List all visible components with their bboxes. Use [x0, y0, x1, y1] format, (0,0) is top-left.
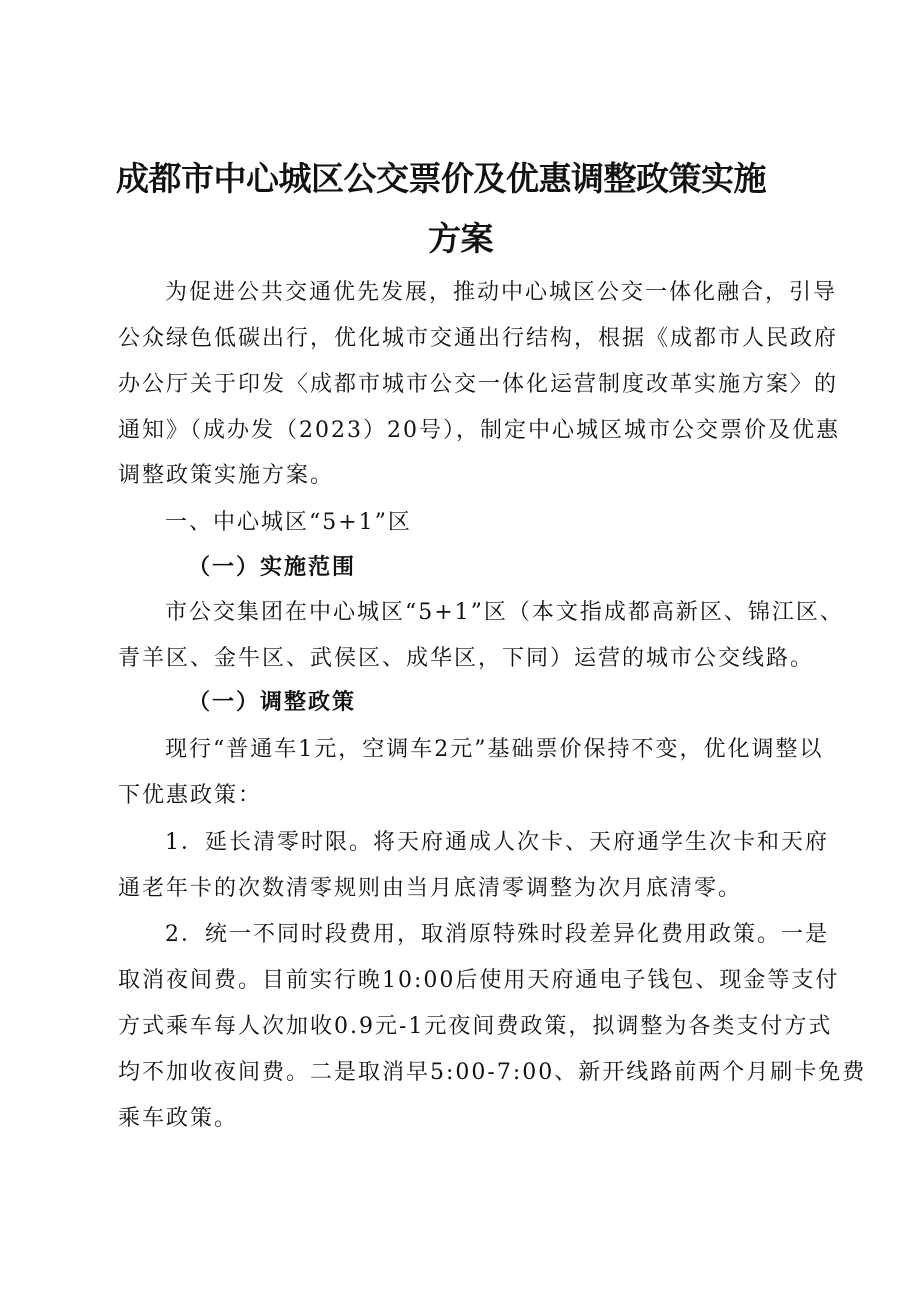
list-item-2-line: 均不加收夜间费。二是取消早5:00-7:00、新开线路前两个月刷卡免费	[118, 1060, 867, 1085]
list-item-2-line: 方式乘车每人次加收0.9元-1元夜间费政策，拟调整为各类支付方式	[118, 1014, 833, 1039]
paragraph-line: 市公交集团在中心城区“5+1”区（本文指成都高新区、锦江区、	[165, 600, 844, 625]
paragraph-line: 现行“普通车1元，空调车2元”基础票价保持不变，优化调整以	[165, 737, 824, 762]
paragraph-line: 青羊区、金牛区、武侯区、成华区，下同）运营的城市公交线路。	[118, 646, 815, 671]
document-title-line-1: 成都市中心城区公交票价及优惠调整政策实施	[116, 159, 766, 198]
list-item-1-line: 1．延长清零时限。将天府通成人次卡、天府通学生次卡和天府	[165, 830, 829, 855]
list-item-2-line: 乘车政策。	[118, 1106, 239, 1131]
paragraph-line: 下优惠政策：	[118, 783, 263, 808]
document-title-line-2: 方案	[428, 219, 493, 258]
intro-line: 为促进公共交通优先发展，推动中心城区公交一体化融合，引导	[165, 280, 838, 305]
list-item-2-line: 取消夜间费。目前实行晚10:00后使用天府通电子钱包、现金等支付	[118, 968, 840, 993]
intro-line: 通知》（成办发（2023）20号），制定中心城区城市公交票价及优惠	[118, 418, 840, 443]
subsection-heading: （一）调整政策	[188, 690, 357, 715]
intro-line: 调整政策实施方案。	[118, 463, 335, 488]
list-item-2-line: 2．统一不同时段费用，取消原特殊时段差异化费用政策。一是	[165, 922, 829, 947]
intro-line: 公众绿色低碳出行，优化城市交通出行结构，根据《成都市人民政府	[118, 326, 839, 351]
list-item-1-line: 通老年卡的次数清零规则由当月底清零调整为次月底清零。	[118, 876, 743, 901]
subsection-heading: （一）实施范围	[188, 555, 357, 580]
intro-line: 办公厅关于印发〈成都市城市公交一体化运营制度改革实施方案〉的	[118, 372, 839, 397]
section-heading: 一、中心城区“5+1”区	[165, 510, 412, 535]
